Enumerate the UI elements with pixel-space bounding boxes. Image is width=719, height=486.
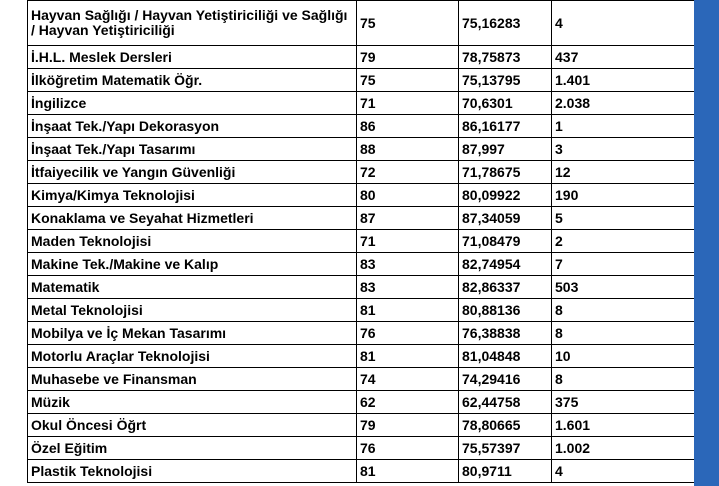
right-edge-band: [694, 0, 719, 486]
cell-field-name[interactable]: Matematik: [28, 276, 357, 299]
cell-min-score[interactable]: 75: [357, 69, 459, 92]
cell-min-score[interactable]: 79: [357, 46, 459, 69]
cell-count[interactable]: 3: [552, 138, 696, 161]
cell-avg-score[interactable]: 75,13795: [459, 69, 552, 92]
cell-count[interactable]: 1: [552, 115, 696, 138]
cell-avg-score[interactable]: 76,38838: [459, 322, 552, 345]
table-row: [28, 437, 696, 460]
table-row: [28, 46, 696, 69]
table-row: [28, 276, 696, 299]
cell-avg-score[interactable]: 70,6301: [459, 92, 552, 115]
cell-field-name[interactable]: Motorlu Araçlar Teknolojisi: [28, 345, 357, 368]
table-row: [28, 138, 696, 161]
cell-count[interactable]: 10: [552, 345, 696, 368]
table-row: [28, 230, 696, 253]
cell-field-name[interactable]: Konaklama ve Seyahat Hizmetleri: [28, 207, 357, 230]
cell-min-score[interactable]: 88: [357, 138, 459, 161]
cell-avg-score[interactable]: 86,16177: [459, 115, 552, 138]
cell-field-name[interactable]: Maden Teknolojisi: [28, 230, 357, 253]
cell-min-score[interactable]: 75: [357, 1, 459, 46]
cell-avg-score[interactable]: 82,86337: [459, 276, 552, 299]
cell-avg-score[interactable]: 78,75873: [459, 46, 552, 69]
cell-min-score[interactable]: 76: [357, 437, 459, 460]
cell-field-name[interactable]: Plastik Teknolojisi: [28, 460, 357, 483]
table-row: [28, 414, 696, 437]
cell-avg-score[interactable]: 87,34059: [459, 207, 552, 230]
cell-avg-score[interactable]: 74,29416: [459, 368, 552, 391]
table-row: [28, 299, 696, 322]
cell-count[interactable]: 1.002: [552, 437, 696, 460]
cell-count[interactable]: 375: [552, 391, 696, 414]
cell-field-name[interactable]: Kimya/Kimya Teknolojisi: [28, 184, 357, 207]
cell-avg-score[interactable]: 80,88136: [459, 299, 552, 322]
cell-min-score[interactable]: 76: [357, 322, 459, 345]
cell-avg-score[interactable]: 71,08479: [459, 230, 552, 253]
cell-min-score[interactable]: 71: [357, 92, 459, 115]
cell-min-score[interactable]: 86: [357, 115, 459, 138]
cell-field-name[interactable]: İnşaat Tek./Yapı Dekorasyon: [28, 115, 357, 138]
cell-field-name[interactable]: Hayvan Sağlığı / Hayvan Yetiştiriciliği ve Sağlığı / Hayvan Yetiştiriciliği: [28, 1, 357, 46]
cell-min-score[interactable]: 71: [357, 230, 459, 253]
cell-min-score[interactable]: 62: [357, 391, 459, 414]
cell-count[interactable]: 437: [552, 46, 696, 69]
cell-avg-score[interactable]: 80,09922: [459, 184, 552, 207]
table-row: [28, 161, 696, 184]
table-row: [28, 207, 696, 230]
cell-min-score[interactable]: 87: [357, 207, 459, 230]
cell-min-score[interactable]: 81: [357, 345, 459, 368]
cell-min-score[interactable]: 80: [357, 184, 459, 207]
table-row: [28, 115, 696, 138]
cell-field-name[interactable]: Özel Eğitim: [28, 437, 357, 460]
cell-avg-score[interactable]: 78,80665: [459, 414, 552, 437]
cell-count[interactable]: 8: [552, 299, 696, 322]
cell-avg-score[interactable]: 82,74954: [459, 253, 552, 276]
cell-count[interactable]: 503: [552, 276, 696, 299]
table-row: [28, 184, 696, 207]
cell-field-name[interactable]: İnşaat Tek./Yapı Tasarımı: [28, 138, 357, 161]
cell-count[interactable]: 190: [552, 184, 696, 207]
cell-min-score[interactable]: 83: [357, 253, 459, 276]
cell-count[interactable]: 8: [552, 322, 696, 345]
data-table: [27, 0, 696, 483]
cell-min-score[interactable]: 72: [357, 161, 459, 184]
cell-avg-score[interactable]: 81,04848: [459, 345, 552, 368]
cell-field-name[interactable]: İ.H.L. Meslek Dersleri: [28, 46, 357, 69]
cell-field-name[interactable]: Okul Öncesi Öğrt: [28, 414, 357, 437]
cell-min-score[interactable]: 74: [357, 368, 459, 391]
cell-field-name[interactable]: İtfaiyecilik ve Yangın Güvenliği: [28, 161, 357, 184]
cell-field-name[interactable]: Metal Teknolojisi: [28, 299, 357, 322]
table-row: [28, 92, 696, 115]
table-row: [28, 345, 696, 368]
cell-avg-score[interactable]: 80,9711: [459, 460, 552, 483]
cell-avg-score[interactable]: 75,16283: [459, 1, 552, 46]
table-row: [28, 322, 696, 345]
cell-count[interactable]: 2.038: [552, 92, 696, 115]
cell-min-score[interactable]: 81: [357, 299, 459, 322]
cell-count[interactable]: 7: [552, 253, 696, 276]
cell-min-score[interactable]: 79: [357, 414, 459, 437]
cell-field-name[interactable]: Mobilya ve İç Mekan Tasarımı: [28, 322, 357, 345]
cell-avg-score[interactable]: 75,57397: [459, 437, 552, 460]
cell-count[interactable]: 4: [552, 1, 696, 46]
table-row: [28, 1, 696, 46]
cell-count[interactable]: 1.601: [552, 414, 696, 437]
table-row: [28, 368, 696, 391]
table-row: [28, 460, 696, 483]
cell-min-score[interactable]: 81: [357, 460, 459, 483]
cell-count[interactable]: 5: [552, 207, 696, 230]
cell-field-name[interactable]: İngilizce: [28, 92, 357, 115]
table-row: [28, 391, 696, 414]
table-row: [28, 69, 696, 92]
cell-avg-score[interactable]: 62,44758: [459, 391, 552, 414]
cell-avg-score[interactable]: 71,78675: [459, 161, 552, 184]
cell-count[interactable]: 8: [552, 368, 696, 391]
cell-min-score[interactable]: 83: [357, 276, 459, 299]
cell-count[interactable]: 1.401: [552, 69, 696, 92]
cell-field-name[interactable]: Muhasebe ve Finansman: [28, 368, 357, 391]
cell-count[interactable]: 12: [552, 161, 696, 184]
cell-count[interactable]: 2: [552, 230, 696, 253]
cell-avg-score[interactable]: 87,997: [459, 138, 552, 161]
cell-field-name[interactable]: İlköğretim Matematik Öğr.: [28, 69, 357, 92]
cell-field-name[interactable]: Müzik: [28, 391, 357, 414]
cell-count[interactable]: 4: [552, 460, 696, 483]
cell-field-name[interactable]: Makine Tek./Makine ve Kalıp: [28, 253, 357, 276]
table-row: [28, 253, 696, 276]
